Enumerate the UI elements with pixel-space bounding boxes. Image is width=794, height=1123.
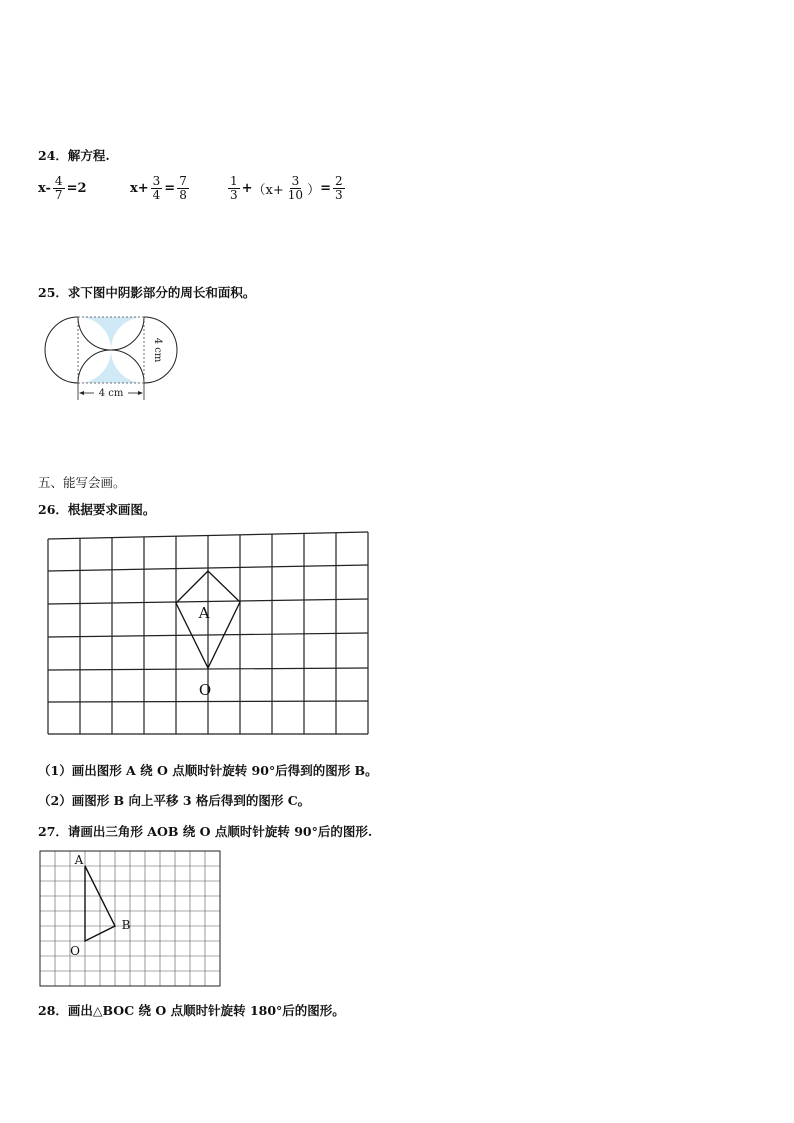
q26-title: 26．根据要求画图。	[38, 502, 156, 517]
eq2-fraction-2	[177, 175, 189, 202]
dim-arrow-left	[79, 391, 84, 395]
eq2-lead: x+	[130, 181, 149, 196]
height-label: 4 cm	[152, 337, 163, 363]
label-b: B	[121, 918, 131, 932]
eq3-denominator-3: 3	[334, 188, 343, 202]
eq3-denominator-2: 10	[287, 188, 304, 202]
q24-equation-1	[38, 175, 87, 202]
q27-title: 27．请画出三角形 AOB 绕 O 点顺时针旋转 90°后的图形.	[38, 824, 373, 839]
eq2-equals: =	[164, 181, 176, 196]
q26-sub2: （2）画图形 B 向上平移 3 格后得到的图形 C。	[38, 793, 311, 808]
q26-grid-lines	[48, 532, 368, 734]
eq1-lead: x-	[38, 181, 51, 196]
eq1-tail: =2	[66, 181, 87, 196]
eq2-numerator-1: 3	[152, 174, 161, 188]
eq1-fraction	[53, 175, 65, 202]
q24-equation-2	[130, 175, 191, 202]
eq2-denominator-1: 4	[152, 188, 161, 202]
eq1-numerator: 4	[54, 174, 63, 188]
eq2-numerator-2: 7	[179, 174, 187, 188]
q28-title: 28．画出△BOC 绕 O 点顺时针旋转 180°后的图形。	[38, 1003, 345, 1018]
eq3-equals: =	[320, 181, 331, 196]
eq2-fraction-1	[151, 175, 163, 202]
eq3-numerator-2: 3	[291, 174, 300, 188]
label-o: O	[198, 681, 212, 699]
eq3-fraction-1	[228, 175, 240, 202]
q25-shaded-figure	[38, 310, 198, 406]
eq3-close: ）	[307, 183, 321, 198]
label-o: O	[70, 944, 80, 958]
left-semicircle	[45, 317, 78, 383]
q24-equation-3	[226, 175, 347, 202]
q27-grid	[38, 848, 224, 990]
dim-arrow-right	[138, 391, 143, 395]
eq3-plus: +	[241, 181, 253, 196]
q26-sub1: （1）画出图形 A 绕 O 点顺时针旋转 90°后得到的图形 B。	[38, 763, 378, 778]
eq3-denominator-1: 3	[230, 188, 238, 202]
q24-title: 24．解方程.	[38, 148, 110, 163]
q25-title: 25．求下图中阴影部分的周长和面积。	[38, 285, 256, 300]
eq2-denominator-2: 8	[179, 188, 187, 202]
eq3-open: （x+	[252, 183, 284, 198]
q26-grid	[44, 530, 374, 740]
label-a: A	[74, 853, 84, 867]
eq1-denominator: 7	[54, 188, 63, 202]
eq3-numerator-1: 1	[230, 174, 238, 188]
section-5-title: 五、能写会画。	[38, 475, 126, 490]
label-a: A	[198, 604, 210, 622]
width-label: 4 cm	[98, 388, 124, 399]
eq3-fraction-2	[286, 175, 305, 202]
eq3-fraction-3	[333, 175, 345, 202]
eq3-numerator-3: 2	[334, 174, 343, 188]
